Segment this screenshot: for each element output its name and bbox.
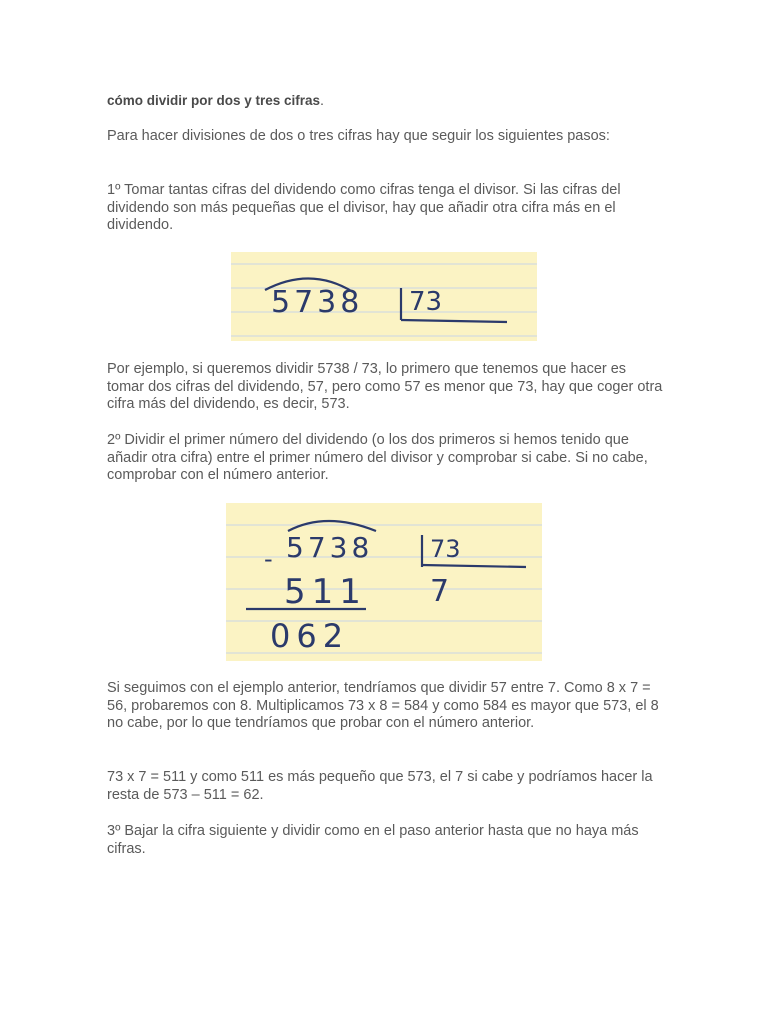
remainder-number: 062 xyxy=(270,617,350,655)
paragraph-example-1: Por ejemplo, si queremos dividir 5738 / 73, lo primero que tenemos que hacer es tomar dos cifras del dividendo, 57, pero como 57 es menor que 73, hay que coger otra cifra más del dividendo, es decir, 573. xyxy=(107,361,663,412)
document-title xyxy=(107,92,667,110)
quotient-number: 7 xyxy=(430,574,450,609)
paragraph-step-3: 3º Bajar la cifra siguiente y dividir como en el paso anterior hasta que no haya más cifras. xyxy=(107,823,639,857)
title-punctuation: . xyxy=(320,93,324,108)
subtrahend-number: 511 xyxy=(284,572,367,612)
paragraph-step-1: 1º Tomar tantas cifras del dividendo como cifras tenga el divisor. Si las cifras del dividendo son más pequeñas que el divisor, hay que añadir otra cifra más en el dividendo. xyxy=(107,182,621,233)
paragraph-intro: Para hacer divisiones de dos o tres cifras hay que seguir los siguientes pasos: xyxy=(107,128,610,144)
divisor-number: 73 xyxy=(409,287,443,317)
paragraph-step-2: 2º Dividir el primer número del dividendo (o los dos primeros si hemos tenido que añadir otra cifra) entre el primer número del divisor y comprobar si cabe. Si no cabe, comprobar con el número anterior. xyxy=(107,432,648,483)
title-text: cómo dividir por dos y tres cifras xyxy=(107,93,321,108)
dividend-number: 5738 xyxy=(286,531,374,564)
paragraph-example-2: Si seguimos con el ejemplo anterior, tendríamos que dividir 57 entre 7. Como 8 x 7 = 56, probaremos con 8. Multiplicamos 73 x 8 = 584 y como 584 es mayor que 573, el 8 no cabe, por lo que tendríamos que probar con el número anterior. xyxy=(107,680,659,731)
dividend-number: 5738 xyxy=(271,285,364,320)
division-setup-figure xyxy=(231,252,537,341)
division-step-figure xyxy=(226,503,542,661)
divisor-number: 73 xyxy=(430,535,461,563)
minus-sign: - xyxy=(264,545,273,573)
paragraph-example-3: 73 x 7 = 511 y como 511 es más pequeño que 573, el 7 si cabe y podríamos hacer la resta de 573 – 511 = 62. xyxy=(107,769,653,803)
